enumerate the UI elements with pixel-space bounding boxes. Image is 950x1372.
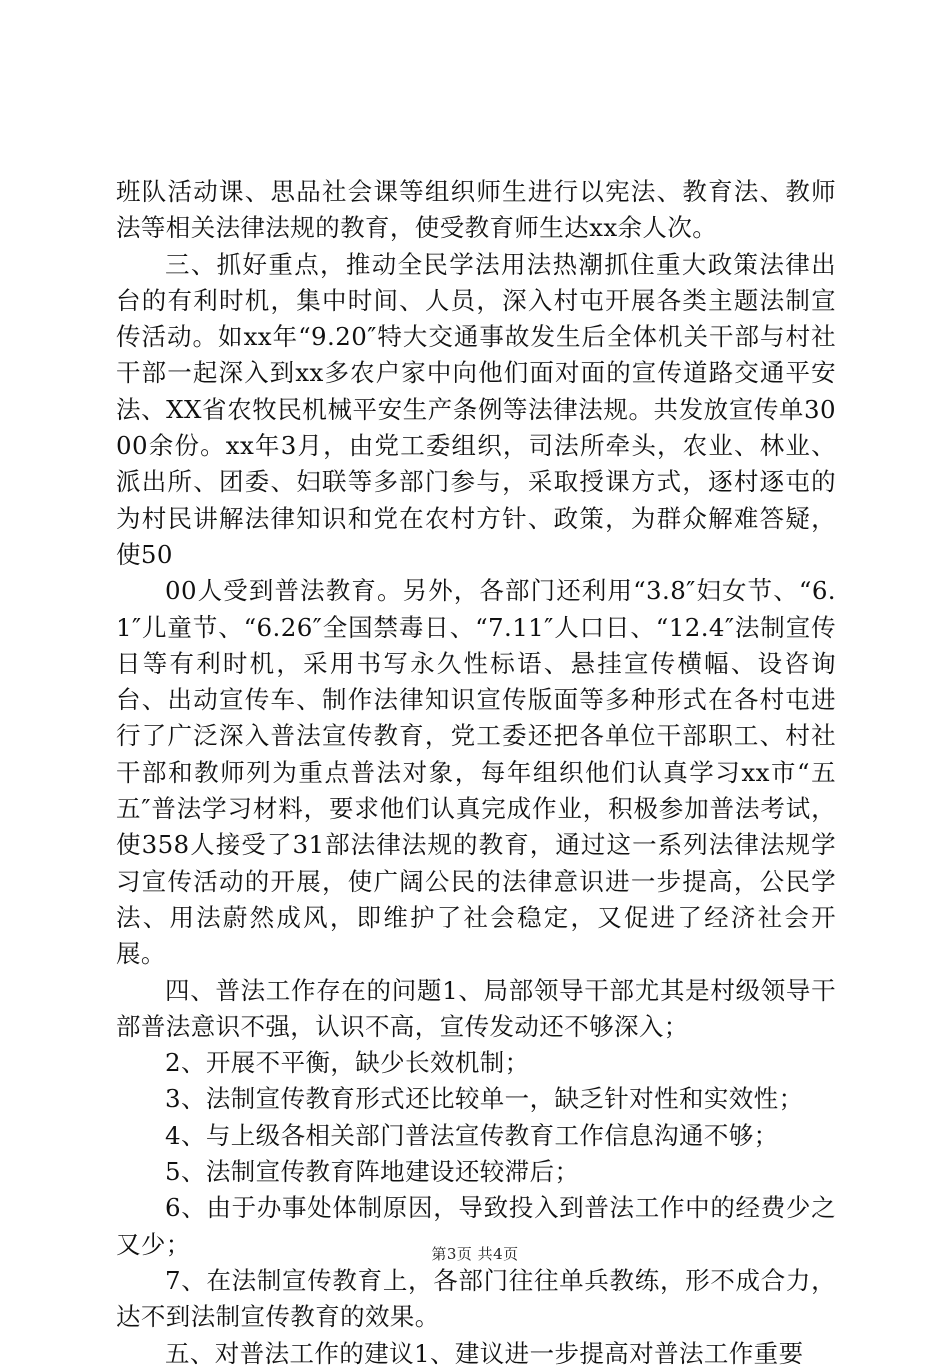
paragraph-section-four: 四、普法工作存在的问题1、局部领导干部尤其是村级领导干部普法意识不强，认识不高，宣传发动还不够深入； xyxy=(116,975,836,1041)
paragraph-section-five: 五、对普法工作的建议1、建议进一步提高对普法工作重要 xyxy=(165,1338,804,1368)
paragraph-continuation: 班队活动课、思品社会课等组织师生进行以宪法、教育法、教师法等相关法律法规的教育，使受教育师生达xx余人次。 xyxy=(116,177,836,243)
list-item-problem-6: 6、由于办事处体制原因，导致投入到普法工作中的经费少之又少； xyxy=(116,1193,836,1259)
paragraph-section-three: 三、抓好重点，推动全民学法用法热潮抓住重大政策法律出台的有利时机，集中时间、人员，深入村屯开展各类主题法制宣传活动。如xx年“9.20″特大交通事故发生后全体机关干部与村社干部一起深入到xx多农户家中向他们面对面的宣传道路交通平安法、XX省农牧民机械平安生产条例等法律法规。共发放宣传单3000余份。xx年3月，由党工委组织，司法所牵头，农业、林业、派出所、团委、妇联等多部门参与，采取授课方式，逐村逐屯的为村民讲解法律知识和党在农村方针、政策，为群众解难答疑，使50 xyxy=(116,249,836,569)
page-number-footer: 第3页 共4页 xyxy=(431,1245,519,1263)
paragraph-section-three-continued: 00人受到普法教育。另外，各部门还利用“3.8″妇女节、“6.1″儿童节、“6.26″全国禁毒日、“7.11″人口日、“12.4″法制宣传日等有利时机，采用书写永久性标语、悬挂宣传横幅、设咨询台、出动宣传车、制作法律知识宣传版面等多种形式在各村屯进行了广泛深入普法宣传教育，党工委还把各单位干部职工、村社干部和教师列为重点普法对象，每年组织他们认真学习xx市“五五″普法学习材料，要求他们认真完成作业，积极参加普法考试，使358人接受了31部法律法规的教育，通过这一系列法律法规学习宣传活动的开展，使广阔公民的法律意识进一步提高，公民学法、用法蔚然成风，即维护了社会稳定，又促进了经济社会开展。 xyxy=(116,576,836,969)
list-item-problem-3: 3、法制宣传教育形式还比较单一，缺乏针对性和实效性； xyxy=(165,1084,804,1114)
list-item-problem-7: 7、在法制宣传教育上，各部门往往单兵教练，形不成合力，达不到法制宣传教育的效果。 xyxy=(116,1265,836,1332)
document-body xyxy=(116,174,836,1372)
list-item-problem-4: 4、与上级各相关部门普法宣传教育工作信息沟通不够； xyxy=(165,1120,779,1150)
list-item-problem-5: 5、法制宣传教育阵地建设还较滞后； xyxy=(165,1157,580,1187)
list-item-problem-2: 2、开展不平衡，缺少长效机制； xyxy=(165,1048,530,1078)
